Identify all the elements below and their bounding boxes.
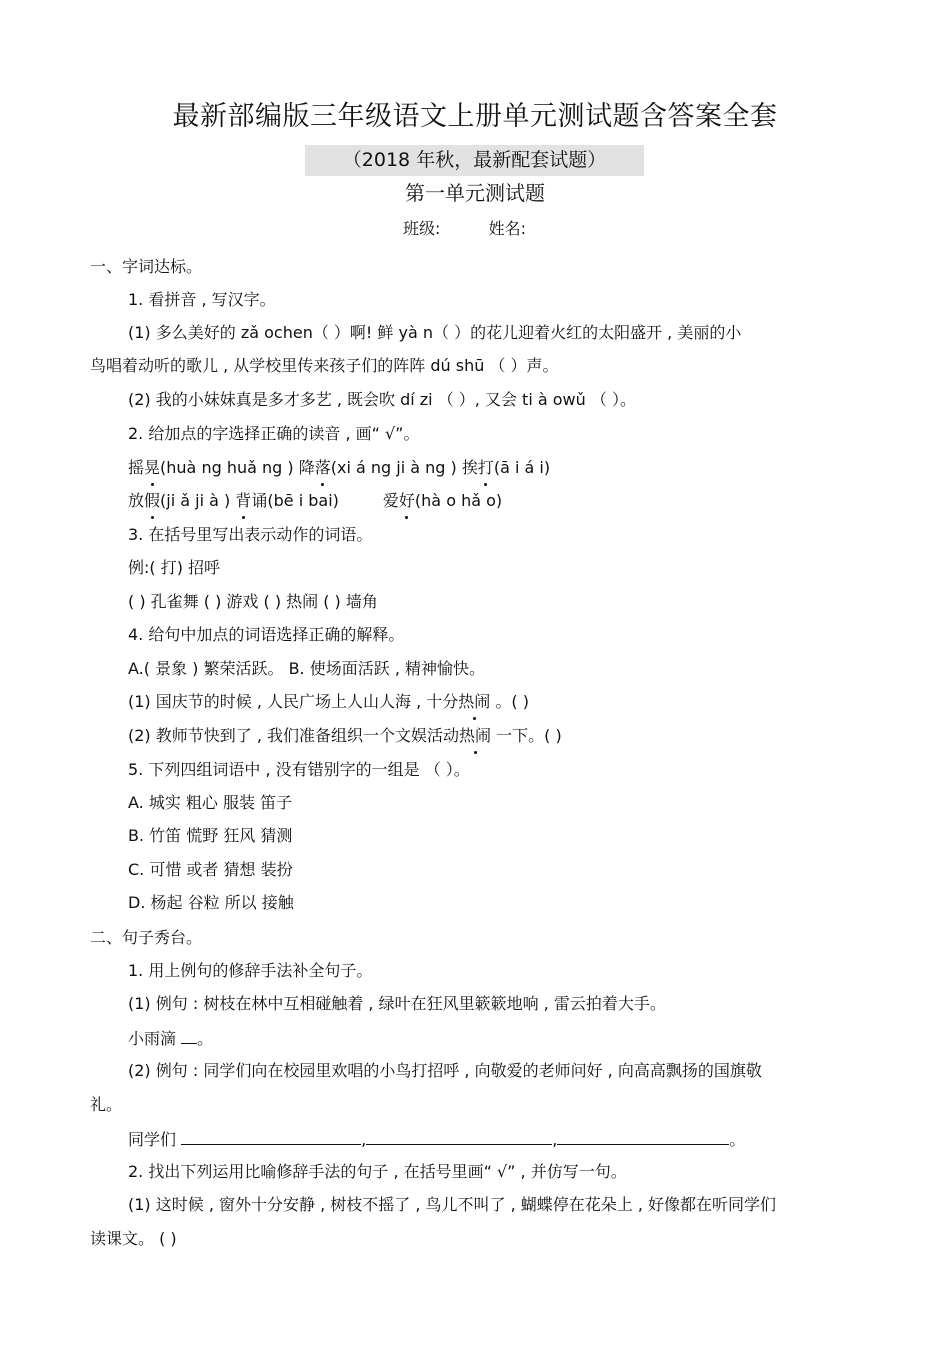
dotted-char: 打 <box>478 455 494 481</box>
q4-options: A.( 景象 ) 繁荣活跃。 B. 使场面活跃 , 精神愉快。 <box>128 659 485 678</box>
dotted-char: 背 <box>235 488 251 514</box>
answer-prefix: 同学们 <box>128 1130 182 1149</box>
unit-title: 第一单元测试题 <box>405 181 545 205</box>
answer-blank[interactable] <box>181 1126 361 1145</box>
s2-q2-item1-line1: (1) 这时候 , 窗外十分安静 , 树枝不摇了 , 鸟儿不叫了 , 蝴蝶停在花朵上 , 好像都在听同学们 <box>128 1195 777 1214</box>
pinyin-options: (ā i á i) <box>493 458 551 477</box>
name-label: 姓名: <box>488 219 526 238</box>
q5-option-c: C. 可惜 或者 猜想 装扮 <box>128 860 293 879</box>
pinyin-options: (ji ǎ ji à ) <box>160 491 236 510</box>
q3-blanks: ( ) 孔雀舞 ( ) 游戏 ( ) 热闹 ( ) 墙角 <box>128 592 378 611</box>
pinyin-options: (huà ng huǎ ng ) <box>160 458 299 477</box>
word-text: 放 <box>128 491 145 510</box>
q3-label: 3. 在括号里写出表示动作的词语。 <box>128 525 373 544</box>
q1-label: 1. 看拼音 , 写汉字。 <box>128 290 276 309</box>
dotted-word: 热闹 <box>459 723 491 749</box>
q5-option-a: A. 城实 粗心 服装 笛子 <box>128 793 293 812</box>
q4-item2 <box>128 723 562 749</box>
s2-q2-item1-line2: 读课文。 ( ) <box>90 1229 177 1248</box>
sentence-text: (1) 国庆节的时候 , 人民广场上人山人海 , 十分 <box>128 692 459 711</box>
q4-item1 <box>128 689 529 715</box>
q1-item1-line1: (1) 多么美好的 zǎ ochen（ ）啊! 鲜 yà n（ ）的花儿迎着火红的太阳盛开 , 美丽的小 <box>128 323 742 342</box>
answer-separator: , <box>361 1130 367 1149</box>
word-text: 爱 <box>382 491 399 510</box>
q2-label: 2. 给加点的字选择正确的读音 , 画“ √”。 <box>128 424 420 443</box>
q1-item1-line2: 鸟唱着动听的歌儿 , 从学校里传来孩子们的阵阵 dú shū （ ）声。 <box>90 356 559 375</box>
class-label: 班级: <box>403 219 441 238</box>
section-1-heading: 一、字词达标。 <box>90 257 203 276</box>
dotted-char: 假 <box>144 488 160 514</box>
dotted-char: 好 <box>399 488 415 514</box>
subtitle-banner: （2018 年秋，最新配套试题） <box>305 145 644 176</box>
s2-q1-item1: (1) 例句 : 树枝在林中互相碰触着 , 绿叶在狂风里簌簌地响 , 雷云拍着大手。 <box>128 994 666 1013</box>
answer-end: 。 <box>197 1029 214 1048</box>
answer-blank[interactable] <box>181 1025 197 1044</box>
dotted-char: 晃 <box>144 455 160 481</box>
answer-blank[interactable] <box>366 1126 552 1145</box>
s2-q1-item2-answer <box>128 1126 745 1153</box>
answer-prefix: 小雨滴 <box>128 1029 182 1048</box>
s2-q1-item2-line1: (2) 例句 : 同学们向在校园里欢唱的小鸟打招呼 , 向敬爱的老师问好 , 向高高飘扬的国旗敬 <box>128 1061 762 1080</box>
word-text: 挨 <box>461 458 478 477</box>
dotted-word: 热闹 <box>458 689 490 715</box>
pinyin-options: (bē i bai) <box>267 491 339 510</box>
q2-row2 <box>128 488 502 514</box>
pinyin-options: (hà o hǎ o) <box>414 491 503 510</box>
answer-separator: , <box>552 1130 558 1149</box>
word-text: 摇 <box>128 458 145 477</box>
answer-blank[interactable] <box>557 1126 729 1145</box>
document-title: 最新部编版三年级语文上册单元测试题含答案全套 <box>172 101 778 132</box>
pinyin-options: (xi á ng ji à ng ) <box>330 458 462 477</box>
answer-bracket: 。( ) <box>490 692 529 711</box>
q5-option-b: B. 竹笛 慌野 狂风 猜测 <box>128 826 293 845</box>
answer-end: 。 <box>729 1130 746 1149</box>
sentence-text: (2) 教师节快到了 , 我们准备组织一个文娱活动 <box>128 726 460 745</box>
answer-bracket: 一下。( ) <box>491 726 562 745</box>
class-name-line <box>403 216 526 242</box>
q1-item2: (2) 我的小妹妹真是多才多艺 , 既会吹 dí zi （ ）, 又会 ti à owǔ （ ）。 <box>128 390 636 409</box>
s2-q1-item1-answer <box>128 1025 213 1052</box>
word-text: 诵 <box>251 491 268 510</box>
s2-q1-label: 1. 用上例句的修辞手法补全句子。 <box>128 961 373 980</box>
q5-option-d: D. 杨起 谷粒 所以 接触 <box>128 893 294 912</box>
s2-q1-item2-line2: 礼。 <box>90 1095 123 1114</box>
q2-row1 <box>128 455 550 481</box>
q3-example: 例:( 打) 招呼 <box>128 558 221 577</box>
s2-q2-label: 2. 找出下列运用比喻修辞手法的句子 , 在括号里画“ √” , 并仿写一句。 <box>128 1162 627 1181</box>
q5-label: 5. 下列四组词语中 , 没有错别字的一组是 （ ）。 <box>128 760 470 779</box>
q4-label: 4. 给句中加点的词语选择正确的解释。 <box>128 625 405 644</box>
word-text: 降 <box>298 458 315 477</box>
section-2-heading: 二、句子秀台。 <box>90 928 203 947</box>
dotted-char: 落 <box>315 455 331 481</box>
